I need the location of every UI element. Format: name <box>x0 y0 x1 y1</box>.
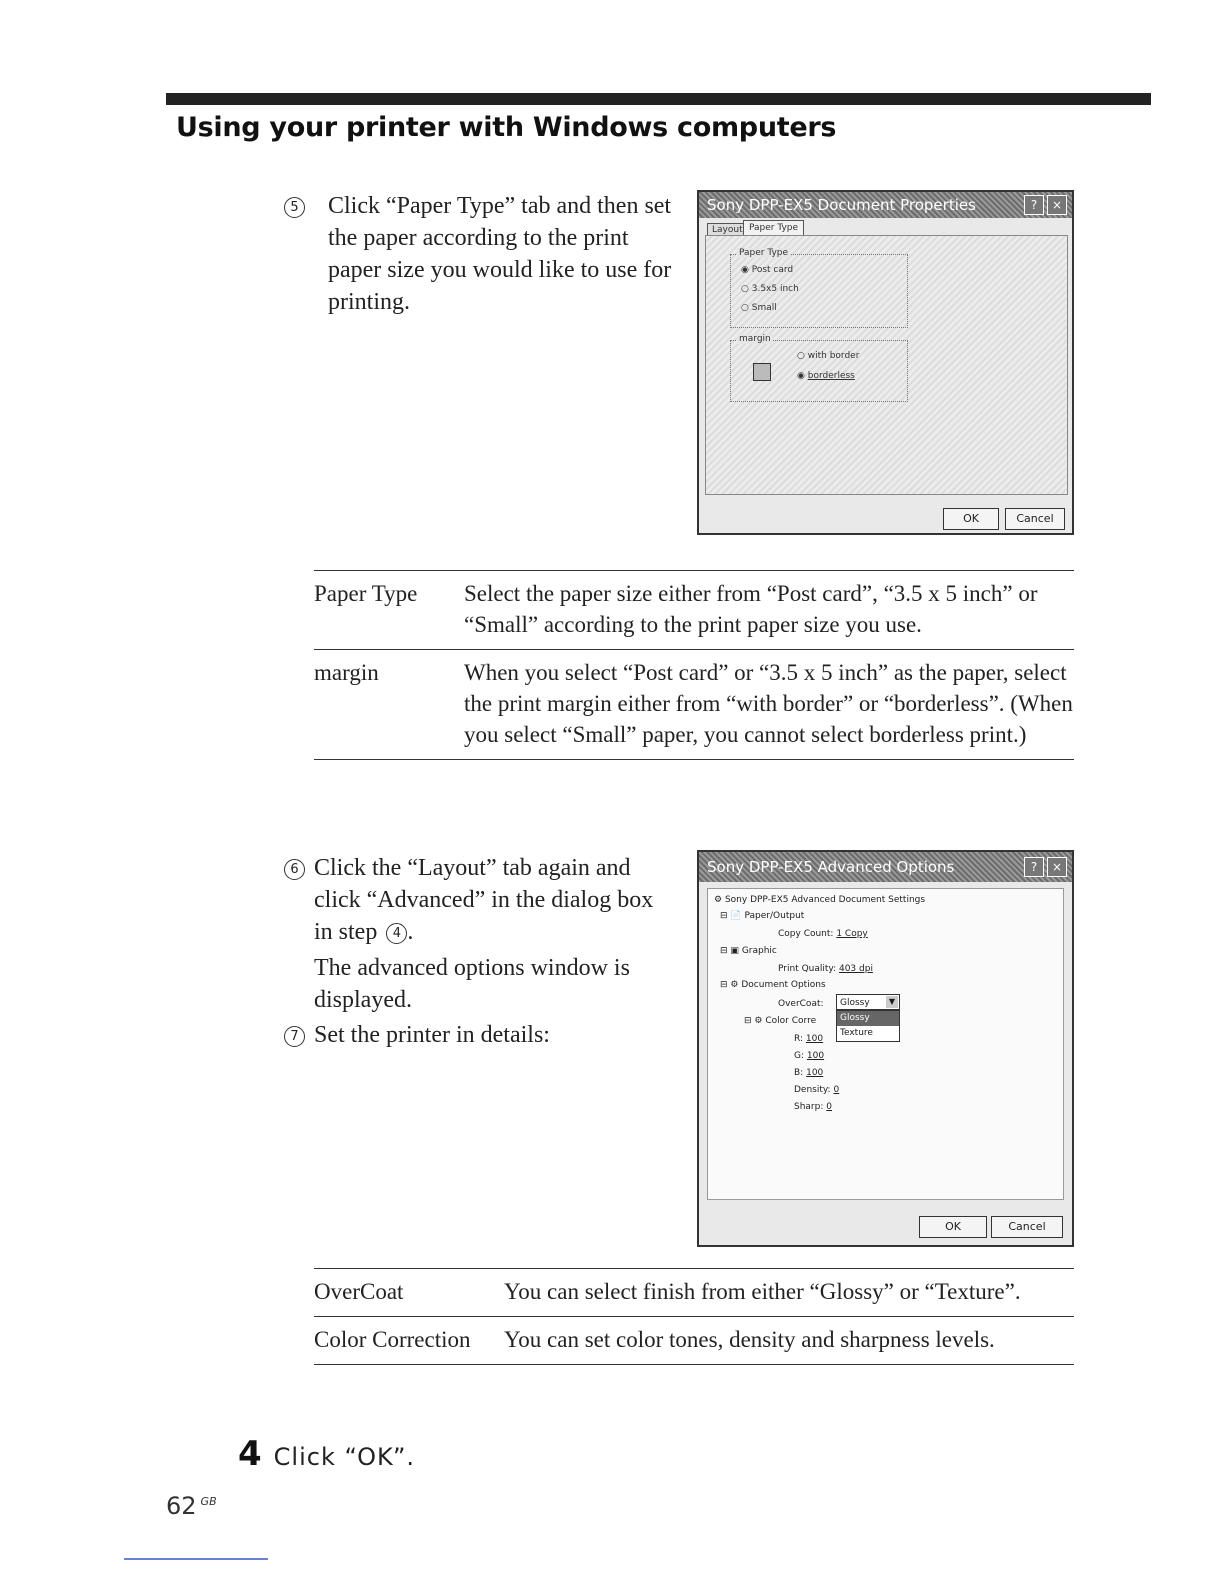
borderless-label: borderless <box>807 371 855 381</box>
tree-r[interactable] <box>794 1034 823 1044</box>
step-number-4: 4 <box>238 1434 262 1474</box>
radio-post-card[interactable] <box>741 265 793 275</box>
paper-output-label: Paper/Output <box>744 911 805 921</box>
copy-count-label: Copy Count: <box>778 929 834 939</box>
3-5x5-label: 3.5x5 inch <box>751 284 799 294</box>
radio-small[interactable] <box>741 303 777 313</box>
options-icon: ⚙ <box>730 980 739 990</box>
expand-icon: ⊟ <box>744 1016 752 1026</box>
table-row <box>314 650 1074 760</box>
tree-copy-count[interactable] <box>778 929 868 939</box>
tab-paper-type[interactable]: Paper Type <box>743 220 804 235</box>
density-label: Density: <box>794 1085 831 1095</box>
expand-icon: ⊟ <box>720 946 728 956</box>
term-paper-type: Paper Type <box>314 571 464 650</box>
step-7 <box>284 1019 674 1051</box>
printer-icon: ⚙ <box>714 895 723 905</box>
document-properties-dialog <box>697 190 1074 535</box>
step-5-text: Click “Paper Type” tab and then set the paper according to the print paper size you would like to use for printing. <box>328 193 672 315</box>
g-value: 100 <box>806 1051 825 1061</box>
copy-count-value: 1 Copy <box>836 929 868 939</box>
page-title: Using your printer with Windows computers <box>176 112 837 143</box>
margin-preview-icon <box>753 363 771 381</box>
document-options-label: Document Options <box>741 980 826 990</box>
overcoat-selected-value: Glossy <box>840 998 870 1008</box>
post-card-label: Post card <box>751 265 794 275</box>
header-rule <box>166 93 1151 105</box>
tree-density[interactable] <box>794 1085 839 1095</box>
page-number-value: 62 <box>166 1492 197 1520</box>
settings-tree <box>707 888 1064 1200</box>
overcoat-table <box>314 1268 1074 1365</box>
step-4 <box>238 1434 415 1474</box>
tree-graphic[interactable] <box>720 946 777 956</box>
step-ref-4: 4 <box>386 923 407 944</box>
expand-icon: ⊟ <box>720 911 728 921</box>
margin-group-label: margin <box>739 334 771 344</box>
footer-rule <box>124 1558 268 1560</box>
tree-g[interactable] <box>794 1051 824 1061</box>
density-value: 0 <box>833 1085 840 1095</box>
print-quality-label: Print Quality: <box>778 964 837 974</box>
overcoat-dropdown-list <box>836 1010 900 1042</box>
desc-margin: When you select “Post card” or “3.5 x 5 inch” as the paper, select the print margin either from “with border” or “borderless”. (When you select “Small” paper, you cannot select borderless print.) <box>464 650 1074 760</box>
r-label: R: <box>794 1034 804 1044</box>
step-4-text: Click “OK”. <box>273 1443 416 1471</box>
ok-button[interactable]: OK <box>943 508 999 530</box>
close-button[interactable]: × <box>1047 857 1067 877</box>
cancel-button[interactable]: Cancel <box>991 1216 1063 1238</box>
radio-icon: ○ <box>741 303 749 313</box>
dialog-title: Sony DPP-EX5 Document Properties <box>707 196 976 214</box>
radio-with-border[interactable] <box>797 351 859 361</box>
paper-type-group <box>730 248 908 328</box>
small-label: Small <box>751 303 777 313</box>
color-correction-label: Color Corre <box>765 1016 817 1026</box>
step-5 <box>284 190 684 318</box>
term-overcoat: OverCoat <box>314 1269 504 1317</box>
step-number-6: 6 <box>284 859 305 880</box>
tree-sharp[interactable] <box>794 1102 832 1112</box>
page-suffix: GB <box>200 1495 217 1508</box>
graphic-icon: ▣ <box>730 946 739 956</box>
tree-document-options[interactable] <box>720 980 826 990</box>
r-value: 100 <box>805 1034 824 1044</box>
radio-selected-icon: ◉ <box>741 265 749 275</box>
b-label: B: <box>794 1068 804 1078</box>
print-quality-value: 403 dpi <box>838 964 873 974</box>
desc-paper-type: Select the paper size either from “Post card”, “3.5 x 5 inch” or “Small” according to the print paper size you use. <box>464 571 1074 650</box>
tree-root-label: Sony DPP-EX5 Advanced Document Settings <box>724 895 926 905</box>
margin-group <box>730 334 908 402</box>
term-color-correction: Color Correction <box>314 1317 504 1365</box>
paper-icon: 📄 <box>730 911 742 921</box>
tree-b[interactable] <box>794 1068 823 1078</box>
tree-root[interactable] <box>714 895 925 905</box>
step-6 <box>284 852 674 1016</box>
radio-selected-icon: ◉ <box>797 371 805 381</box>
overcoat-label: OverCoat: <box>778 999 824 1009</box>
option-texture[interactable]: Texture <box>840 1028 873 1038</box>
chevron-down-icon[interactable]: ▼ <box>886 996 898 1008</box>
term-margin: margin <box>314 650 464 760</box>
page-number <box>166 1492 217 1520</box>
table-row <box>314 1269 1074 1317</box>
radio-borderless[interactable] <box>797 371 855 381</box>
step-number-5: 5 <box>284 197 305 218</box>
radio-icon: ○ <box>797 351 805 361</box>
cancel-button[interactable]: Cancel <box>1005 508 1065 530</box>
step-7-text: Set the printer in details: <box>314 1022 550 1048</box>
tree-paper-output[interactable] <box>720 911 804 921</box>
advanced-options-dialog <box>697 850 1074 1247</box>
radio-icon: ○ <box>741 284 749 294</box>
desc-overcoat: You can select finish from either “Glossy” or “Texture”. <box>504 1269 1074 1317</box>
g-label: G: <box>794 1051 805 1061</box>
tab-layout[interactable]: Layout <box>707 223 748 236</box>
dialog-title-bar <box>699 852 1072 882</box>
ok-button[interactable]: OK <box>919 1216 987 1238</box>
table-row <box>314 571 1074 650</box>
help-button[interactable]: ? <box>1024 857 1044 877</box>
with-border-label: with border <box>807 351 860 361</box>
tree-color-correction[interactable] <box>744 1016 816 1026</box>
desc-color-correction: You can set color tones, density and sharpness levels. <box>504 1317 1074 1365</box>
b-value: 100 <box>806 1068 824 1078</box>
step-6-period: . <box>407 919 414 945</box>
paper-type-table <box>314 570 1074 760</box>
table-row <box>314 1317 1074 1365</box>
radio-3-5x5-inch[interactable] <box>741 284 799 294</box>
expand-icon: ⊟ <box>720 980 728 990</box>
sharp-label: Sharp: <box>794 1102 824 1112</box>
dialog-title: Sony DPP-EX5 Advanced Options <box>707 858 955 876</box>
option-glossy[interactable]: Glossy <box>837 1011 899 1026</box>
step-6-text-2: The advanced options window is displayed. <box>314 955 630 1013</box>
close-button[interactable]: × <box>1047 195 1067 215</box>
help-button[interactable]: ? <box>1024 195 1044 215</box>
color-icon: ⚙ <box>754 1016 763 1026</box>
overcoat-select[interactable] <box>836 994 900 1010</box>
graphic-label: Graphic <box>741 946 777 956</box>
sharp-value: 0 <box>826 1102 832 1112</box>
step-number-7: 7 <box>284 1026 305 1047</box>
dialog-title-bar <box>699 192 1072 218</box>
tab-panel <box>705 235 1068 495</box>
step-6-text: Click the “Layout” tab again and click “Advanced” in the dialog box in step <box>314 855 654 945</box>
tree-print-quality[interactable] <box>778 964 873 974</box>
tree-overcoat[interactable] <box>778 999 824 1009</box>
paper-type-group-label: Paper Type <box>739 248 789 258</box>
